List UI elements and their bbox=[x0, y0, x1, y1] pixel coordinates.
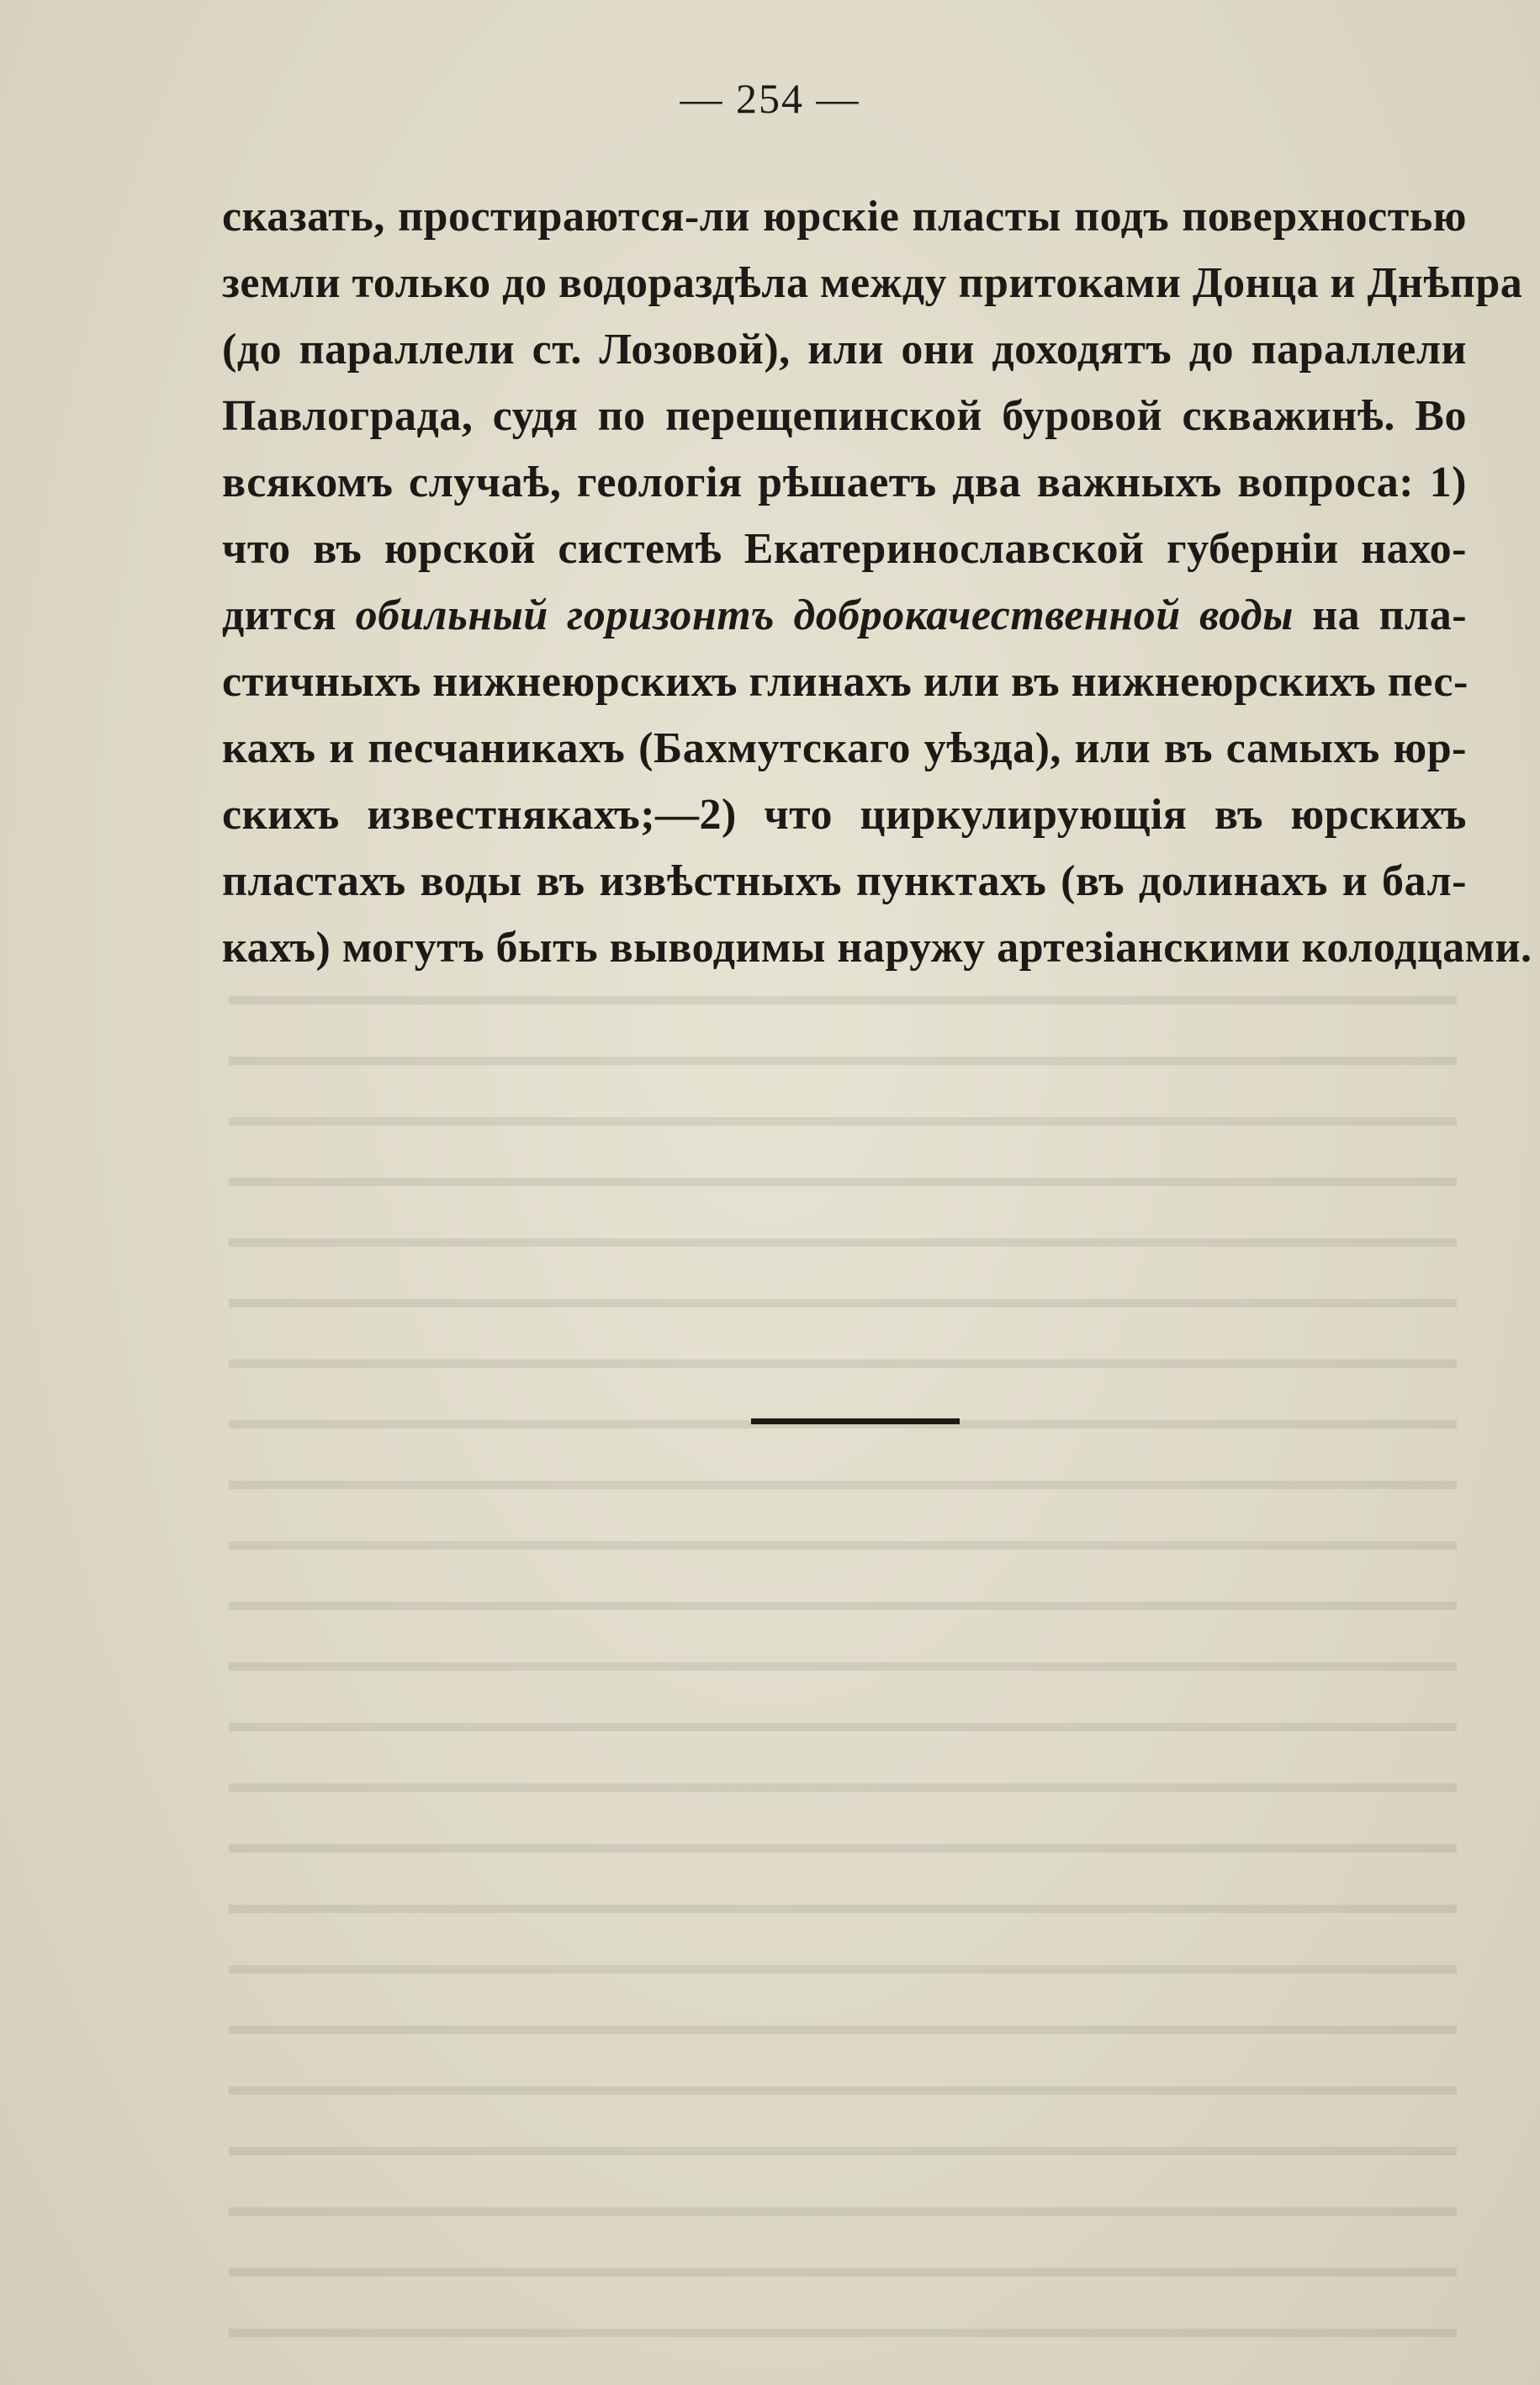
line-start: дится bbox=[222, 591, 337, 639]
text-line: сказать, простираются-ли юрскіе пласты подъ поверхностью bbox=[222, 193, 1467, 241]
section-end-rule bbox=[751, 1418, 960, 1424]
text-line: скихъ известнякахъ;—2) что циркулирующія въ юрскихъ bbox=[222, 791, 1467, 839]
line-end: на пла- bbox=[1312, 591, 1468, 639]
text-line: пластахъ воды въ извѣстныхъ пунктахъ (въ долинахъ и бал- bbox=[222, 857, 1467, 905]
text-line: стичныхъ нижнеюрскихъ глинахъ или въ нижнеюрскихъ пес- bbox=[222, 658, 1469, 706]
text-line: что въ юрской системѣ Екатеринославской губерніи нахо- bbox=[222, 525, 1467, 573]
page-number: — 254 — bbox=[680, 75, 860, 122]
text-line: кахъ) могутъ быть выводимы наружу артезіанскими колодцами. bbox=[222, 924, 1532, 972]
text-line: (до параллели ст. Лозовой), или они доходятъ до параллели bbox=[222, 326, 1467, 374]
emphasized-phrase: обильный горизонтъ доброкачественной воды bbox=[355, 591, 1294, 639]
text-line: Павлограда, судя по перещепинской буровой скважинѣ. Во bbox=[222, 392, 1467, 440]
reverse-side-show-through bbox=[229, 967, 1457, 2347]
body-paragraph bbox=[222, 183, 1532, 981]
text-line: всякомъ случаѣ, геологія рѣшаетъ два важныхъ вопроса: 1) bbox=[222, 458, 1467, 506]
text-line: земли только до водораздѣла между притоками Донца и Днѣпра bbox=[222, 259, 1523, 307]
text-line: кахъ и песчаникахъ (Бахмутскаго уѣзда), или въ самыхъ юр- bbox=[222, 724, 1467, 772]
text-line-with-emphasis bbox=[222, 582, 1467, 649]
